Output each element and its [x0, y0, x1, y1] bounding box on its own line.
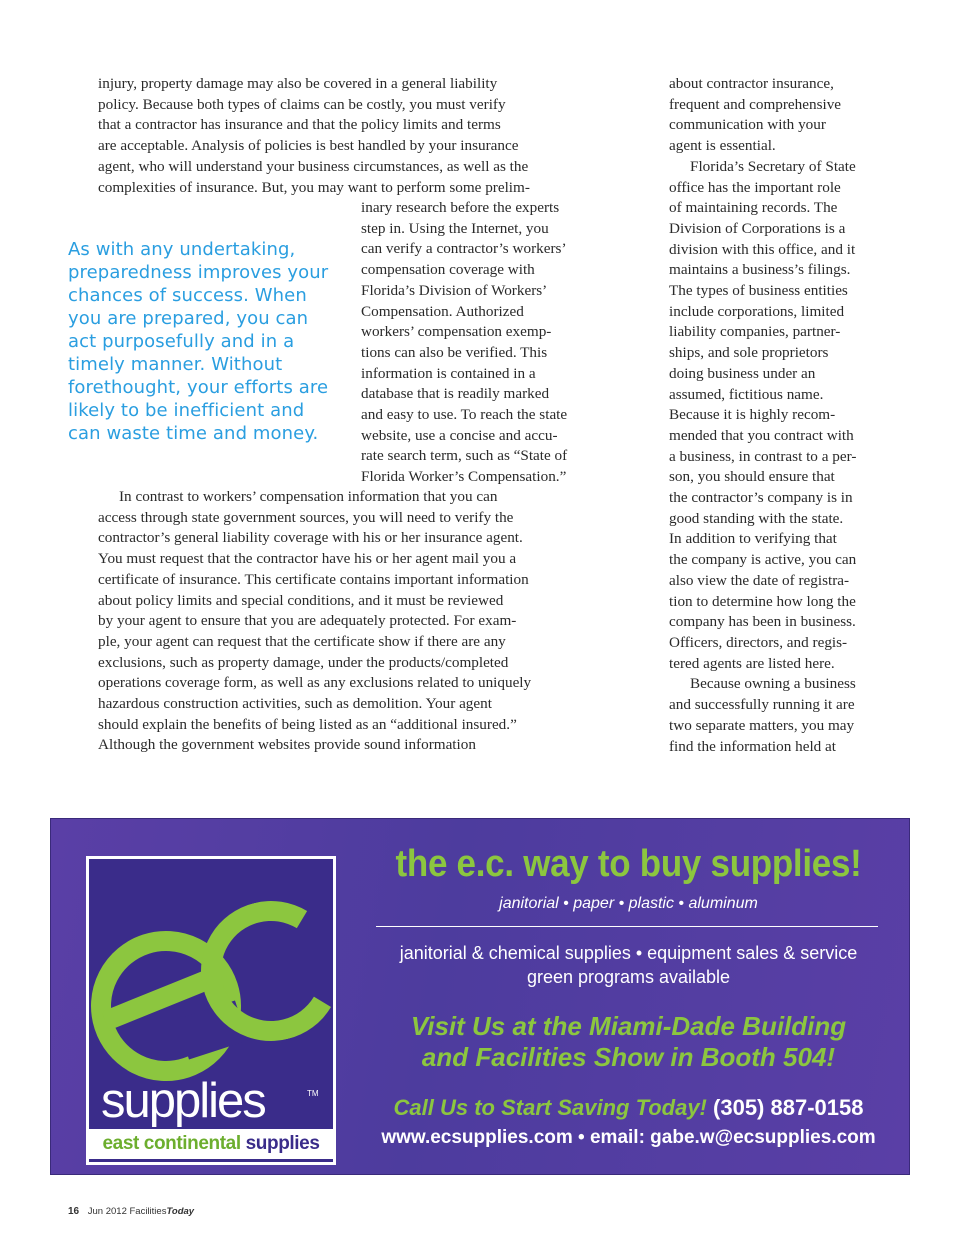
article-text-line: compensation coverage with — [361, 261, 535, 279]
article-text-line: database that is readily marked — [361, 385, 550, 403]
article-text-line: rate search term, such as “State of — [361, 447, 568, 465]
logo-wordmark: supplies — [101, 1074, 265, 1128]
pull-quote-line: chances of success. When — [68, 285, 307, 306]
ad-visit-line-1: Visit Us at the Miami-Dade Building — [410, 1011, 847, 1041]
article-text-line: In addition to verifying that — [669, 530, 837, 548]
magazine-name-part-2: Today — [166, 1206, 195, 1217]
article-text-line: division with this office, and it — [669, 240, 856, 258]
article-text-line: inary research before the experts — [361, 199, 560, 216]
article-column-middle — [361, 198, 611, 488]
article-text-line: The types of business entities — [669, 282, 848, 300]
article-text-line: and successfully running it are — [669, 696, 855, 714]
article-text-line: also view the date of registra- — [669, 571, 850, 589]
article-text-line: information is contained in a — [361, 364, 536, 382]
article-text-line: step in. Using the Internet, you — [361, 219, 549, 237]
article-text-line: hazardous construction activities, such as demolition. Your agent — [98, 695, 492, 713]
pull-quote — [68, 238, 338, 445]
article-text-line: that a contractor has insurance and that the policy limits and terms — [98, 116, 501, 134]
page-footer — [68, 1206, 194, 1217]
article-text-line: about policy limits and special conditions, and it must be reviewed — [98, 591, 504, 609]
pull-quote-line: likely to be inefficient and — [68, 400, 305, 421]
issue-date: Jun 2012 — [87, 1206, 127, 1217]
page-number: 16 — [68, 1206, 80, 1217]
article-text-line: Division of Corporations is a — [669, 219, 846, 237]
article-text-line: can verify a contractor’s workers’ — [361, 240, 567, 258]
article-text-line: the contractor’s company is in — [669, 489, 853, 507]
article-text-line: Although the government websites provide sound information — [98, 736, 476, 754]
article-text-line: website, use a concise and accu- — [361, 426, 558, 444]
article-text-line: mended that you contract with — [669, 426, 854, 444]
article-text-line: tions can also be verified. This — [361, 343, 548, 361]
article-column-right — [669, 74, 904, 757]
article-text-line: assumed, fictitious name. — [669, 385, 824, 403]
article-text-line: Florida’s Secretary of State — [690, 157, 856, 175]
ad-services: janitorial & chemical supplies • equipment sales & service — [399, 943, 858, 963]
ad-tagline: janitorial • paper • plastic • aluminum — [499, 895, 758, 912]
logo-subtitle-supplies: supplies — [245, 1133, 320, 1154]
article-text-line: the company is active, you can — [669, 551, 857, 569]
ad-divider — [376, 926, 878, 927]
article-text-line: maintains a business’s filings. — [669, 261, 851, 279]
article-text-line: and easy to use. To reach the state — [361, 406, 568, 424]
magazine-name — [130, 1206, 195, 1217]
article-text-line: You must request that the contractor have his or her agent mail you a — [98, 550, 517, 568]
pull-quote-line: you are prepared, you can — [68, 308, 309, 329]
article-text-line: certificate of insurance. This certificate contains important information — [98, 570, 529, 588]
pull-quote-line: preparedness improves your — [68, 262, 329, 283]
article-text-line: Florida’s Division of Workers’ — [361, 281, 548, 299]
article-text-line: by your agent to ensure that you are adequately protected. For exam- — [98, 612, 517, 630]
article-text-line: office has the important role — [669, 178, 841, 196]
ad-visit-line-2: and Facilities Show in Booth 504! — [421, 1042, 836, 1072]
article-text-line: ships, and sole proprietors — [669, 344, 829, 362]
article-text-line: include corporations, limited — [669, 302, 845, 320]
pull-quote-line: can waste time and money. — [68, 423, 319, 444]
article-text-line: son, you should ensure that — [669, 468, 835, 486]
article-text-line: injury, property damage may also be covered in a general liability — [98, 75, 498, 92]
article-text-line: agent is essential. — [669, 137, 776, 155]
article-text-line: Compensation. Authorized — [361, 302, 524, 320]
ad-call-text: Call Us to Start Saving Today! — [393, 1095, 707, 1120]
ec-supplies-logo — [86, 856, 336, 1165]
article-text-line: company has been in business. — [669, 613, 856, 631]
pull-quote-line: forethought, your efforts are — [68, 377, 329, 398]
ad-website-email[interactable]: www.ecsupplies.com • email: gabe.w@ecsupplies.com — [381, 1127, 876, 1148]
article-text-line: Because owning a business — [690, 675, 856, 693]
article-text-line: operations coverage form, as well as any exclusions related to uniquely — [98, 674, 532, 692]
article-text-line: are acceptable. Analysis of policies is best handled by your insurance — [98, 137, 519, 155]
article-text-line: good standing with the state. — [669, 509, 844, 527]
article-text-line: a business, in contrast to a per- — [669, 447, 857, 465]
article-text-line: liability companies, partner- — [669, 323, 841, 341]
article-text-line: about contractor insurance, — [669, 75, 834, 92]
article-text-line: Officers, directors, and regis- — [669, 633, 848, 651]
logo-trademark: TM — [307, 1089, 319, 1098]
pull-quote-line: As with any undertaking, — [68, 239, 296, 260]
article-text-line: exclusions, such as property damage, under the products/completed — [98, 653, 509, 671]
article-text-line: doing business under an — [669, 364, 816, 382]
ad-headline: the e.c. way to buy supplies! — [395, 843, 862, 885]
article-text-line: tion to determine how long the — [669, 592, 856, 610]
article-text-line: Because it is highly recom- — [669, 406, 836, 424]
magazine-name-part-1: Facilities — [129, 1206, 167, 1217]
article-text-line: agent, who will understand your business circumstances, as well as the — [98, 157, 529, 175]
article-text-line: ple, your agent can request that the certificate show if there are any — [98, 632, 506, 650]
article-column-left-bottom — [98, 487, 618, 756]
article-text-line: find the information held at — [669, 737, 837, 755]
article-text-line: frequent and comprehensive — [669, 95, 842, 113]
logo-subtitle-company: east continental — [102, 1133, 241, 1154]
article-text-line: workers’ compensation exemp- — [361, 323, 552, 341]
pull-quote-line: timely manner. Without — [68, 354, 283, 375]
ec-supplies-advertisement[interactable] — [50, 818, 910, 1175]
article-column-left-top — [98, 74, 618, 198]
article-text-line: access through state government sources, you will need to verify the — [98, 508, 514, 526]
article-text-line: two separate matters, you may — [669, 716, 855, 734]
article-text-line: communication with your — [669, 116, 826, 134]
article-text-line: Florida Worker’s Compensation.” — [361, 468, 567, 486]
article-text-line: contractor’s general liability coverage with his or her insurance agent. — [98, 529, 523, 547]
article-text-line: of maintaining records. The — [669, 199, 838, 217]
ad-call-line — [351, 1095, 906, 1121]
ad-phone-number[interactable]: (305) 887-0158 — [713, 1095, 864, 1120]
ad-green-programs: green programs available — [526, 967, 731, 987]
article-text-line: policy. Because both types of claims can be costly, you must verify — [98, 95, 506, 113]
article-text-line: In contrast to workers’ compensation information that you can — [119, 488, 498, 505]
article-text-line: should explain the benefits of being listed as an “additional insured.” — [98, 715, 517, 733]
article-text-line: tered agents are listed here. — [669, 654, 835, 672]
logo-subtitle — [89, 1129, 333, 1159]
article-text-line: complexities of insurance. But, you may want to perform some prelim- — [98, 178, 530, 196]
pull-quote-line: act purposefully and in a — [68, 331, 295, 352]
